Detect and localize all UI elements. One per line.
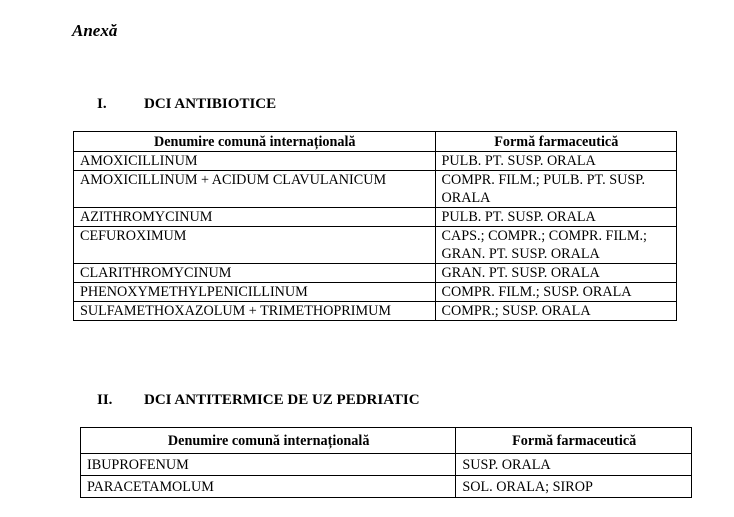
table-row xyxy=(74,208,677,227)
dci-cell: AMOXICILLINUM + ACIDUM CLAVULANICUM xyxy=(74,171,436,208)
table-row xyxy=(81,454,692,476)
dci-cell: SULFAMETHOXAZOLUM + TRIMETHOPRIMUM xyxy=(74,302,436,321)
form-cell: GRAN. PT. SUSP. ORALA xyxy=(435,264,676,283)
dci-cell: IBUPROFENUM xyxy=(81,454,456,476)
annex-title: Anexă xyxy=(72,21,118,40)
dci-cell: PARACETAMOLUM xyxy=(81,476,456,498)
dci-cell: PHENOXYMETHYLPENICILLINUM xyxy=(74,283,436,302)
form-cell: SUSP. ORALA xyxy=(456,454,692,476)
form-cell: SOL. ORALA; SIROP xyxy=(456,476,692,498)
table-row xyxy=(81,476,692,498)
dci-cell: AMOXICILLINUM xyxy=(74,152,436,171)
dci-cell: AZITHROMYCINUM xyxy=(74,208,436,227)
dci-cell: CEFUROXIMUM xyxy=(74,227,436,264)
section-number: I. xyxy=(97,96,107,112)
form-cell: COMPR. FILM.; PULB. PT. SUSP. ORALA xyxy=(435,171,676,208)
table-row xyxy=(74,283,677,302)
form-cell: PULB. PT. SUSP. ORALA xyxy=(435,208,676,227)
antibiotics-table xyxy=(73,131,677,321)
table-row xyxy=(74,152,677,171)
form-cell: COMPR.; SUSP. ORALA xyxy=(435,302,676,321)
table-header-row xyxy=(74,132,677,152)
dci-cell: CLARITHROMYCINUM xyxy=(74,264,436,283)
section-number: II. xyxy=(97,392,113,408)
form-cell: PULB. PT. SUSP. ORALA xyxy=(435,152,676,171)
antipyretics-table xyxy=(80,427,692,498)
column-header-form: Formă farmaceutică xyxy=(456,428,692,454)
table-header-row xyxy=(81,428,692,454)
section-title: DCI ANTIBIOTICE xyxy=(144,96,277,112)
table-row xyxy=(74,264,677,283)
column-header-dci: Denumire comună internațională xyxy=(74,132,436,152)
table-row xyxy=(74,171,677,208)
section-title: DCI ANTITERMICE DE UZ PEDRIATIC xyxy=(144,392,420,408)
form-cell: COMPR. FILM.; SUSP. ORALA xyxy=(435,283,676,302)
table-row xyxy=(74,227,677,264)
column-header-dci: Denumire comună internațională xyxy=(81,428,456,454)
form-cell: CAPS.; COMPR.; COMPR. FILM.; GRAN. PT. SUSP. ORALA xyxy=(435,227,676,264)
column-header-form: Formă farmaceutică xyxy=(435,132,676,152)
table-row xyxy=(74,302,677,321)
